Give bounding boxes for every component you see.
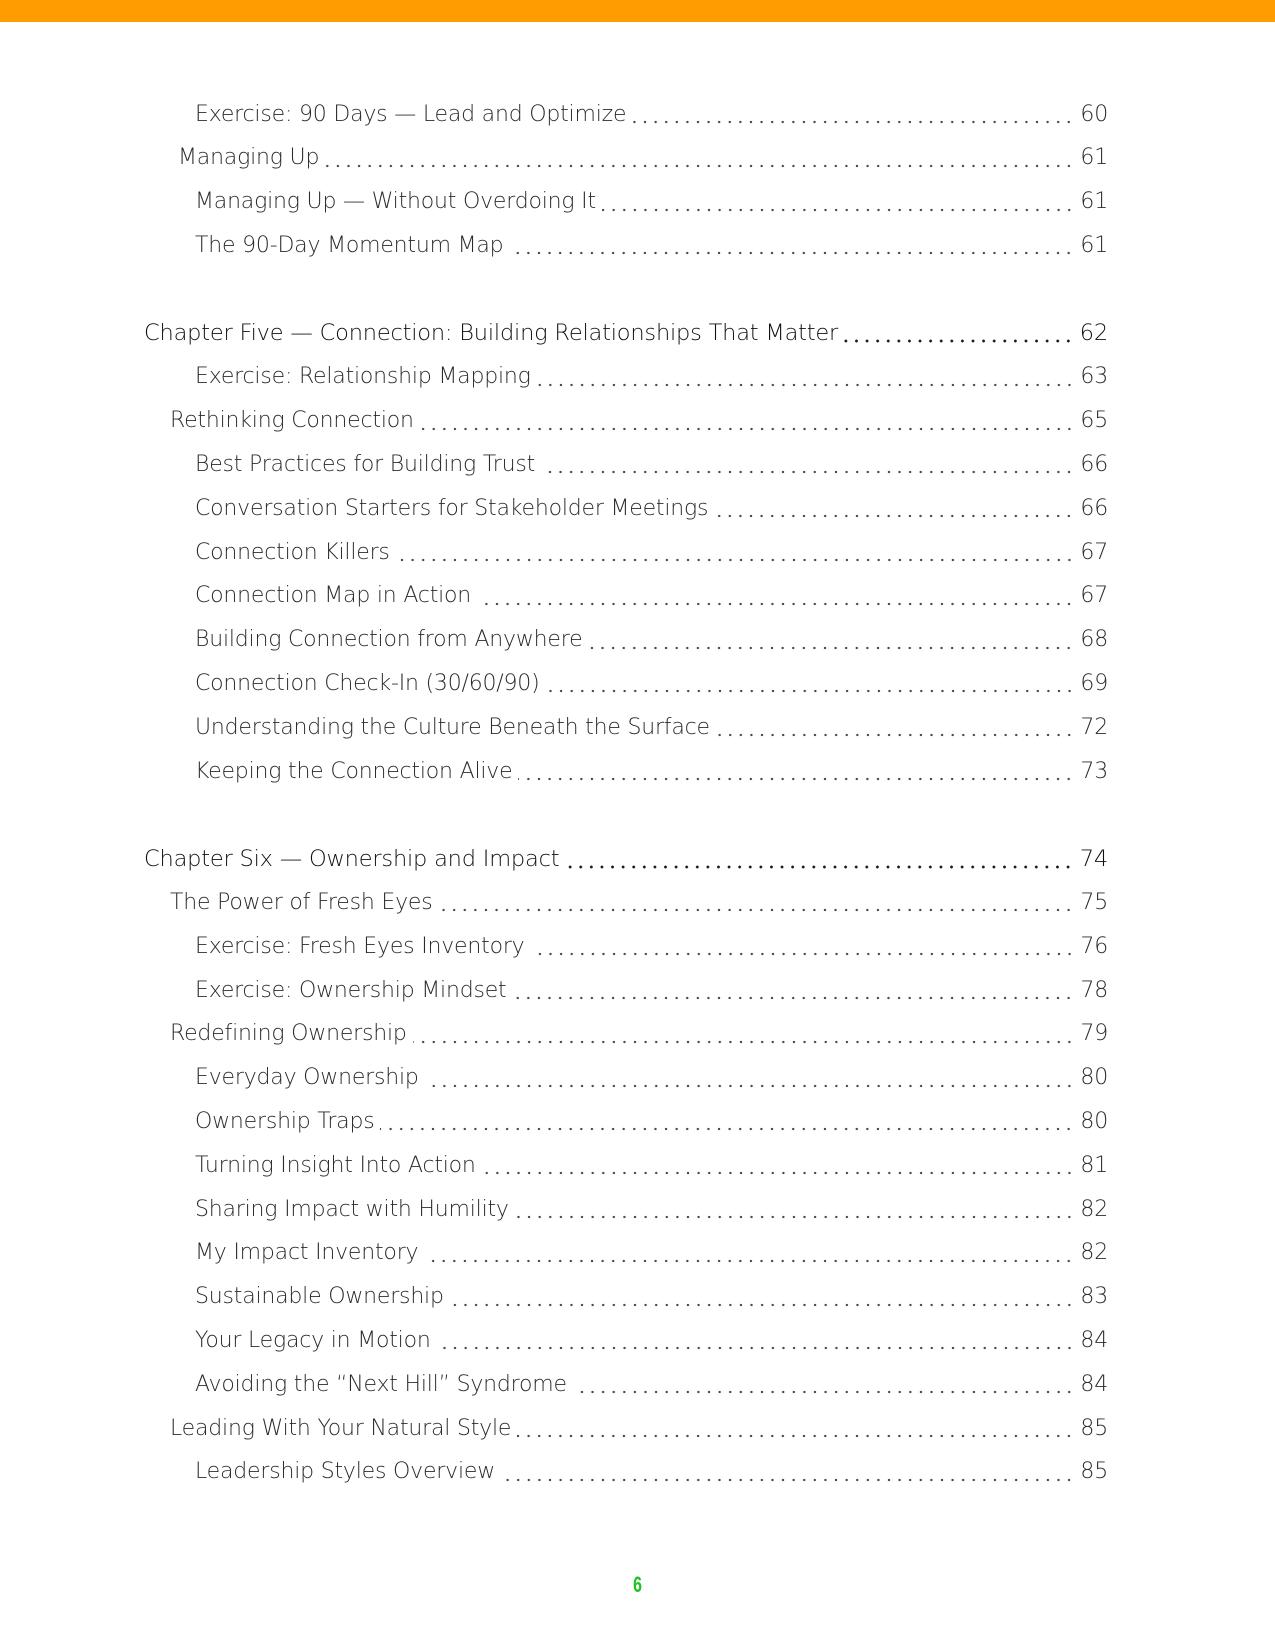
toc-entry-title: Everyday Ownership bbox=[195, 1065, 419, 1091]
toc-entry-page: 84 bbox=[1080, 1327, 1108, 1353]
dot-leader bbox=[632, 92, 1074, 136]
toc-entry-title: Sustainable Ownership bbox=[195, 1284, 444, 1310]
toc-entry[interactable] bbox=[0, 880, 1275, 924]
dot-leader bbox=[437, 1318, 1075, 1362]
dot-leader bbox=[396, 530, 1075, 574]
dot-leader bbox=[477, 574, 1074, 618]
toc-entry[interactable] bbox=[0, 1056, 1275, 1100]
toc-entry[interactable] bbox=[0, 442, 1275, 486]
toc-entry[interactable] bbox=[0, 180, 1275, 224]
dot-leader bbox=[714, 486, 1074, 530]
toc-entry-title: Managing Up — Without Overdoing It bbox=[195, 189, 596, 215]
dot-leader bbox=[413, 1012, 1075, 1056]
dot-leader bbox=[515, 1187, 1075, 1231]
toc-entry-title: My Impact Inventory bbox=[195, 1240, 419, 1266]
toc-entry-title: Connection Killers bbox=[195, 539, 390, 565]
toc-entry[interactable] bbox=[0, 924, 1275, 968]
dot-leader bbox=[425, 1056, 1075, 1100]
toc-entry-page: 85 bbox=[1080, 1415, 1108, 1441]
toc-entry-page: 66 bbox=[1080, 495, 1108, 521]
toc-entry[interactable] bbox=[0, 968, 1275, 1012]
toc-entry[interactable] bbox=[0, 1406, 1275, 1450]
toc-entry-page: 82 bbox=[1080, 1196, 1108, 1222]
toc-entry[interactable] bbox=[0, 1450, 1275, 1494]
toc-entry[interactable] bbox=[0, 355, 1275, 399]
toc-entry[interactable] bbox=[0, 530, 1275, 574]
toc-entry-line bbox=[195, 618, 1108, 662]
toc-entry-page: 83 bbox=[1080, 1284, 1108, 1310]
toc-entry[interactable] bbox=[0, 705, 1275, 749]
dot-leader bbox=[420, 399, 1075, 443]
toc-entry-title: Managing Up bbox=[178, 145, 320, 171]
toc-entry-line bbox=[195, 705, 1108, 749]
toc-entry-line bbox=[195, 1099, 1108, 1143]
dot-leader bbox=[588, 618, 1074, 662]
dot-leader bbox=[517, 1406, 1074, 1450]
toc-entry-title: Leadership Styles Overview bbox=[195, 1459, 495, 1485]
toc-entry-line bbox=[144, 837, 1108, 881]
toc-entry-page: 85 bbox=[1080, 1459, 1108, 1485]
toc-entry-page: 73 bbox=[1080, 758, 1108, 784]
toc-entry[interactable] bbox=[0, 1187, 1275, 1231]
dot-leader bbox=[501, 1450, 1074, 1494]
toc-entry-page: 62 bbox=[1079, 320, 1108, 346]
dot-leader bbox=[450, 1275, 1075, 1319]
toc-entry[interactable] bbox=[0, 1275, 1275, 1319]
toc-entry-title: Connection Check-In (30/60/90) bbox=[195, 670, 540, 696]
toc-entry-page: 74 bbox=[1079, 845, 1108, 872]
toc-entry-line bbox=[170, 1012, 1108, 1056]
toc-entry-line bbox=[195, 180, 1108, 224]
toc-entry-line bbox=[144, 311, 1108, 355]
toc-entry-line bbox=[195, 749, 1108, 793]
dot-leader bbox=[844, 311, 1074, 355]
toc-entry[interactable] bbox=[0, 1231, 1275, 1275]
toc-entry[interactable] bbox=[0, 661, 1275, 705]
toc-chapter-entry[interactable] bbox=[0, 837, 1275, 881]
toc-entry-line bbox=[195, 486, 1108, 530]
toc-entry-line bbox=[195, 1318, 1108, 1362]
dot-leader bbox=[573, 1362, 1075, 1406]
toc-chapter-entry[interactable] bbox=[0, 311, 1275, 355]
dot-leader bbox=[537, 355, 1075, 399]
dot-leader bbox=[424, 1231, 1074, 1275]
toc-entry[interactable] bbox=[0, 92, 1275, 136]
toc-entry-title: The Power of Fresh Eyes bbox=[170, 889, 433, 915]
toc-entry-line bbox=[195, 1275, 1108, 1319]
toc-entry-line bbox=[195, 924, 1108, 968]
dot-leader bbox=[565, 837, 1073, 881]
toc-entry-page: 63 bbox=[1080, 364, 1108, 390]
toc-entry-line bbox=[178, 136, 1108, 180]
dot-leader bbox=[325, 136, 1074, 180]
toc-entry-page: 78 bbox=[1080, 977, 1108, 1003]
toc-entry-line bbox=[195, 355, 1108, 399]
toc-entry-title: Avoiding the “Next Hill” Syndrome bbox=[195, 1371, 567, 1397]
toc-entry-title: Redefining Ownership bbox=[170, 1021, 407, 1047]
toc-entry-line bbox=[170, 1406, 1108, 1450]
toc-entry-title: Exercise: Relationship Mapping bbox=[195, 364, 531, 390]
dot-leader bbox=[546, 661, 1075, 705]
toc-entry-line bbox=[170, 399, 1108, 443]
dot-leader bbox=[716, 705, 1075, 749]
toc-entry-title: Conversation Starters for Stakeholder Meetings bbox=[195, 495, 709, 521]
dot-leader bbox=[602, 180, 1075, 224]
toc-entry-page: 67 bbox=[1080, 539, 1108, 565]
dot-leader bbox=[482, 1143, 1075, 1187]
toc-entry[interactable] bbox=[0, 1318, 1275, 1362]
toc-entry[interactable] bbox=[0, 1012, 1275, 1056]
toc-entry-title: Exercise: Fresh Eyes Inventory bbox=[195, 933, 525, 959]
dot-leader bbox=[509, 223, 1074, 267]
toc-entry-title: Rethinking Connection bbox=[170, 408, 414, 434]
toc-entry-title: Leading With Your Natural Style bbox=[170, 1415, 512, 1441]
toc-entry[interactable] bbox=[0, 574, 1275, 618]
toc-entry[interactable] bbox=[0, 399, 1275, 443]
toc-entry-line bbox=[195, 530, 1108, 574]
toc-entry[interactable] bbox=[0, 223, 1275, 267]
dot-leader bbox=[380, 1099, 1074, 1143]
toc-entry-page: 80 bbox=[1080, 1065, 1108, 1091]
dot-leader bbox=[512, 968, 1074, 1012]
page-number: 6 bbox=[633, 1572, 642, 1597]
toc-entry-title: Understanding the Culture Beneath the Surface bbox=[195, 714, 710, 740]
toc-entry-title: Chapter Six — Ownership and Impact bbox=[144, 845, 560, 872]
toc-entry-page: 61 bbox=[1080, 189, 1108, 215]
toc-entry-title: The 90-Day Momentum Map bbox=[195, 232, 504, 258]
toc-entry-page: 67 bbox=[1080, 583, 1108, 609]
toc-entry-page: 68 bbox=[1080, 627, 1108, 653]
toc-entry-line bbox=[170, 880, 1108, 924]
toc-entry-title: Building Connection from Anywhere bbox=[195, 627, 583, 653]
toc-entry[interactable] bbox=[0, 1362, 1275, 1406]
toc-entry[interactable] bbox=[0, 1143, 1275, 1187]
toc-entry-line bbox=[195, 968, 1108, 1012]
dot-leader bbox=[541, 442, 1074, 486]
toc-entry-page: 84 bbox=[1080, 1371, 1108, 1397]
toc-entry-line bbox=[195, 442, 1108, 486]
toc-entry-line bbox=[195, 1231, 1108, 1275]
dot-leader bbox=[438, 880, 1074, 924]
toc-entry-page: 75 bbox=[1080, 889, 1108, 915]
dot-leader bbox=[518, 749, 1074, 793]
toc-entry-page: 76 bbox=[1080, 933, 1108, 959]
dot-leader bbox=[531, 924, 1075, 968]
toc-entry-title: Exercise: 90 Days — Lead and Optimize bbox=[195, 101, 627, 127]
toc-entry-line bbox=[195, 1143, 1108, 1187]
toc-entry-title: Best Practices for Building Trust bbox=[195, 451, 536, 477]
toc-entry-line bbox=[195, 92, 1108, 136]
toc-entry-line bbox=[195, 1450, 1108, 1494]
toc-entry-line bbox=[195, 1362, 1108, 1406]
toc-entry[interactable] bbox=[0, 136, 1275, 180]
toc-entry-title: Ownership Traps bbox=[195, 1108, 375, 1134]
toc-entry-page: 81 bbox=[1080, 1152, 1108, 1178]
toc-entry-page: 72 bbox=[1080, 714, 1108, 740]
toc-entry-line bbox=[195, 574, 1108, 618]
toc-entry-page: 61 bbox=[1080, 232, 1108, 258]
toc-entry-page: 79 bbox=[1080, 1021, 1108, 1047]
toc-entry-page: 66 bbox=[1080, 451, 1108, 477]
toc-entry-page: 60 bbox=[1080, 101, 1108, 127]
toc-entry-page: 82 bbox=[1080, 1240, 1108, 1266]
toc-entry[interactable] bbox=[0, 749, 1275, 793]
toc-entry-line bbox=[195, 1187, 1108, 1231]
toc-entry-title: Keeping the Connection Alive bbox=[195, 758, 513, 784]
toc-entry-title: Connection Map in Action bbox=[195, 583, 472, 609]
toc-entry-page: 69 bbox=[1080, 670, 1108, 696]
toc-entry[interactable] bbox=[0, 486, 1275, 530]
toc-entry-title: Your Legacy in Motion bbox=[195, 1327, 431, 1353]
toc-entry[interactable] bbox=[0, 618, 1275, 662]
toc-entry-title: Chapter Five — Connection: Building Relationships That Matter bbox=[144, 320, 839, 346]
toc-entry-page: 61 bbox=[1080, 145, 1108, 171]
toc-entry-title: Turning Insight Into Action bbox=[195, 1152, 476, 1178]
toc-entry-page: 65 bbox=[1080, 408, 1108, 434]
toc-entry-title: Exercise: Ownership Mindset bbox=[195, 977, 507, 1003]
toc-entry-line bbox=[195, 1056, 1108, 1100]
toc-entry-line bbox=[195, 223, 1108, 267]
toc-entry-title: Sharing Impact with Humility bbox=[195, 1196, 509, 1222]
toc-entry-line bbox=[195, 661, 1108, 705]
toc-entry[interactable] bbox=[0, 1099, 1275, 1143]
toc-entry-page: 80 bbox=[1080, 1108, 1108, 1134]
